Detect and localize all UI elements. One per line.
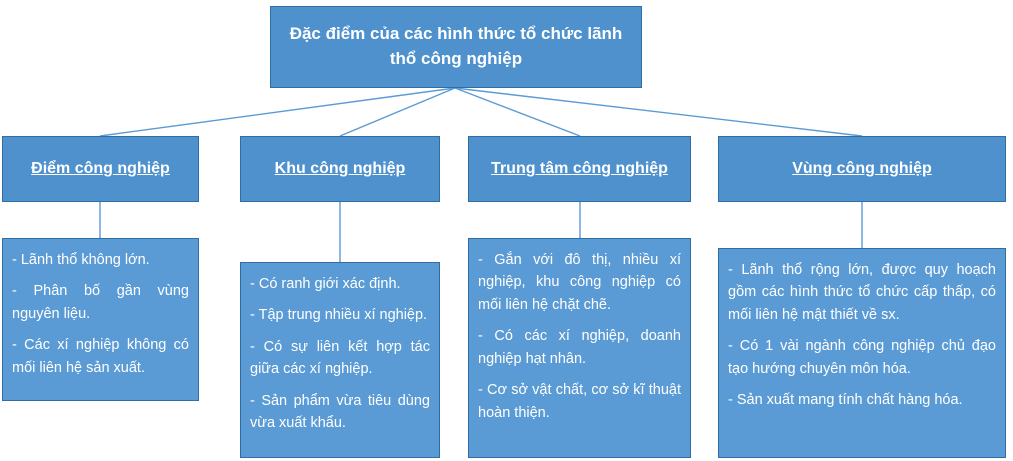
category-label: Vùng công nghiệp bbox=[792, 160, 932, 178]
detail-line: - Có sự liên kết hợp tác giữa các xí nghiệp. bbox=[250, 338, 430, 378]
detail-line: - Tập trung nhiều xí nghiệp. bbox=[250, 307, 428, 324]
detail-line: - Gắn với đô thị, nhiều xí nghiệp, khu công nghiệp có mối liên hệ chặt chẽ. bbox=[478, 252, 681, 313]
detail-box-khu-cong-nghiep bbox=[240, 262, 440, 458]
category-node-diem-cong-nghiep bbox=[2, 136, 199, 202]
detail-line: - Lãnh thổ không lớn. bbox=[12, 252, 150, 268]
detail-line: - Lãnh thổ rộng lớn, được quy hoạch gồm các hình thức tổ chức cấp thấp, có mối liên hệ mật thiết về sx. bbox=[728, 262, 996, 323]
detail-line: - Có các xí nghiệp, doanh nghiệp hạt nhân. bbox=[478, 328, 681, 367]
detail-line: - Cơ sở vật chất, cơ sở kĩ thuật hoàn thiện. bbox=[478, 382, 681, 421]
detail-box-trung-tam-cong-nghiep bbox=[468, 238, 691, 458]
detail-box-vung-cong-nghiep bbox=[718, 248, 1006, 458]
detail-line: - Các xí nghiệp không có mối liên hệ sản xuất. bbox=[12, 337, 189, 376]
detail-line: - Có 1 vài ngành công nghiệp chủ đạo tạo hướng chuyên môn hóa. bbox=[728, 338, 996, 377]
root-node-label: Đặc điểm của các hình thức tổ chức lãnh thổ công nghiệp bbox=[289, 24, 623, 68]
root-node bbox=[270, 6, 642, 88]
category-label: Khu công nghiệp bbox=[274, 160, 406, 178]
detail-line: - Sản phẩm vừa tiêu dùng vừa xuất khẩu. bbox=[250, 392, 430, 432]
category-node-khu-cong-nghiep bbox=[240, 136, 440, 202]
category-label: Điểm công nghiệp bbox=[31, 160, 170, 178]
detail-line: - Phân bố gần vùng nguyên liệu. bbox=[12, 283, 189, 322]
category-node-trung-tam-cong-nghiep bbox=[468, 136, 691, 202]
category-node-vung-cong-nghiep bbox=[718, 136, 1006, 202]
detail-box-diem-cong-nghiep bbox=[2, 238, 199, 401]
category-label: Trung tâm công nghiệp bbox=[491, 160, 668, 178]
detail-line: - Có ranh giới xác định. bbox=[250, 276, 401, 292]
detail-line: - Sản xuất mang tính chất hàng hóa. bbox=[728, 392, 963, 409]
